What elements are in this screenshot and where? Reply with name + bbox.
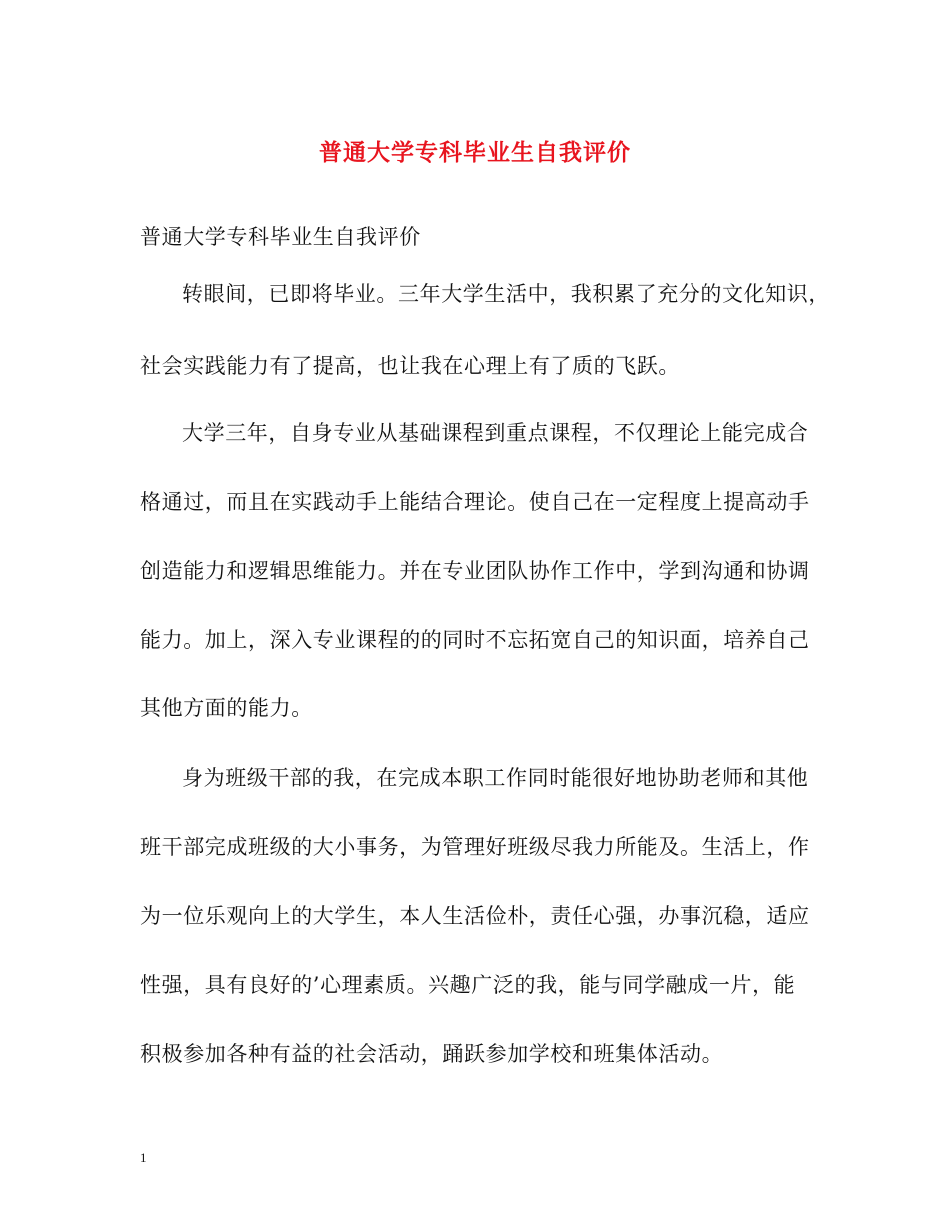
page-number: 1 bbox=[140, 1150, 147, 1165]
paragraph-line: 转眼间，已即将毕业。三年大学生活中，我积累了充分的文化知识， bbox=[182, 282, 830, 306]
paragraph-line: 为一位乐观向上的大学生，本人生活俭朴，责任心强，办事沉稳，适应 bbox=[140, 904, 810, 928]
paragraph-line: 格通过，而且在实践动手上能结合理论。使自己在一定程度上提高动手 bbox=[140, 490, 810, 514]
paragraph-line: 创造能力和逻辑思维能力。并在专业团队协作工作中，学到沟通和协调 bbox=[140, 559, 810, 583]
paragraph-line: 积极参加各种有益的社会活动，踊跃参加学校和班集体活动。 bbox=[140, 1042, 724, 1066]
paragraph-line: 班干部完成班级的大小事务，为管理好班级尽我力所能及。生活上，作 bbox=[140, 835, 810, 859]
paragraph-line: 性强，具有良好的’心理素质。兴趣广泛的我，能与同学融成一片，能 bbox=[140, 973, 796, 997]
paragraph-line: 大学三年，自身专业从基础课程到重点课程，不仅理论上能完成合 bbox=[182, 421, 809, 445]
paragraph-line: 身为班级干部的我，在完成本职工作同时能很好地协助老师和其他 bbox=[182, 766, 809, 790]
paragraph-line: 能力。加上，深入专业课程的的同时不忘拓宽自己的知识面，培养自己 bbox=[140, 628, 810, 652]
paragraph-line: 其他方面的能力。 bbox=[140, 696, 313, 720]
document-title: 普通大学专科毕业生自我评价 bbox=[319, 139, 631, 166]
paragraph-line: 社会实践能力有了提高，也让我在心理上有了质的飞跃。 bbox=[140, 354, 680, 378]
document-subtitle: 普通大学专科毕业生自我评价 bbox=[140, 225, 421, 249]
